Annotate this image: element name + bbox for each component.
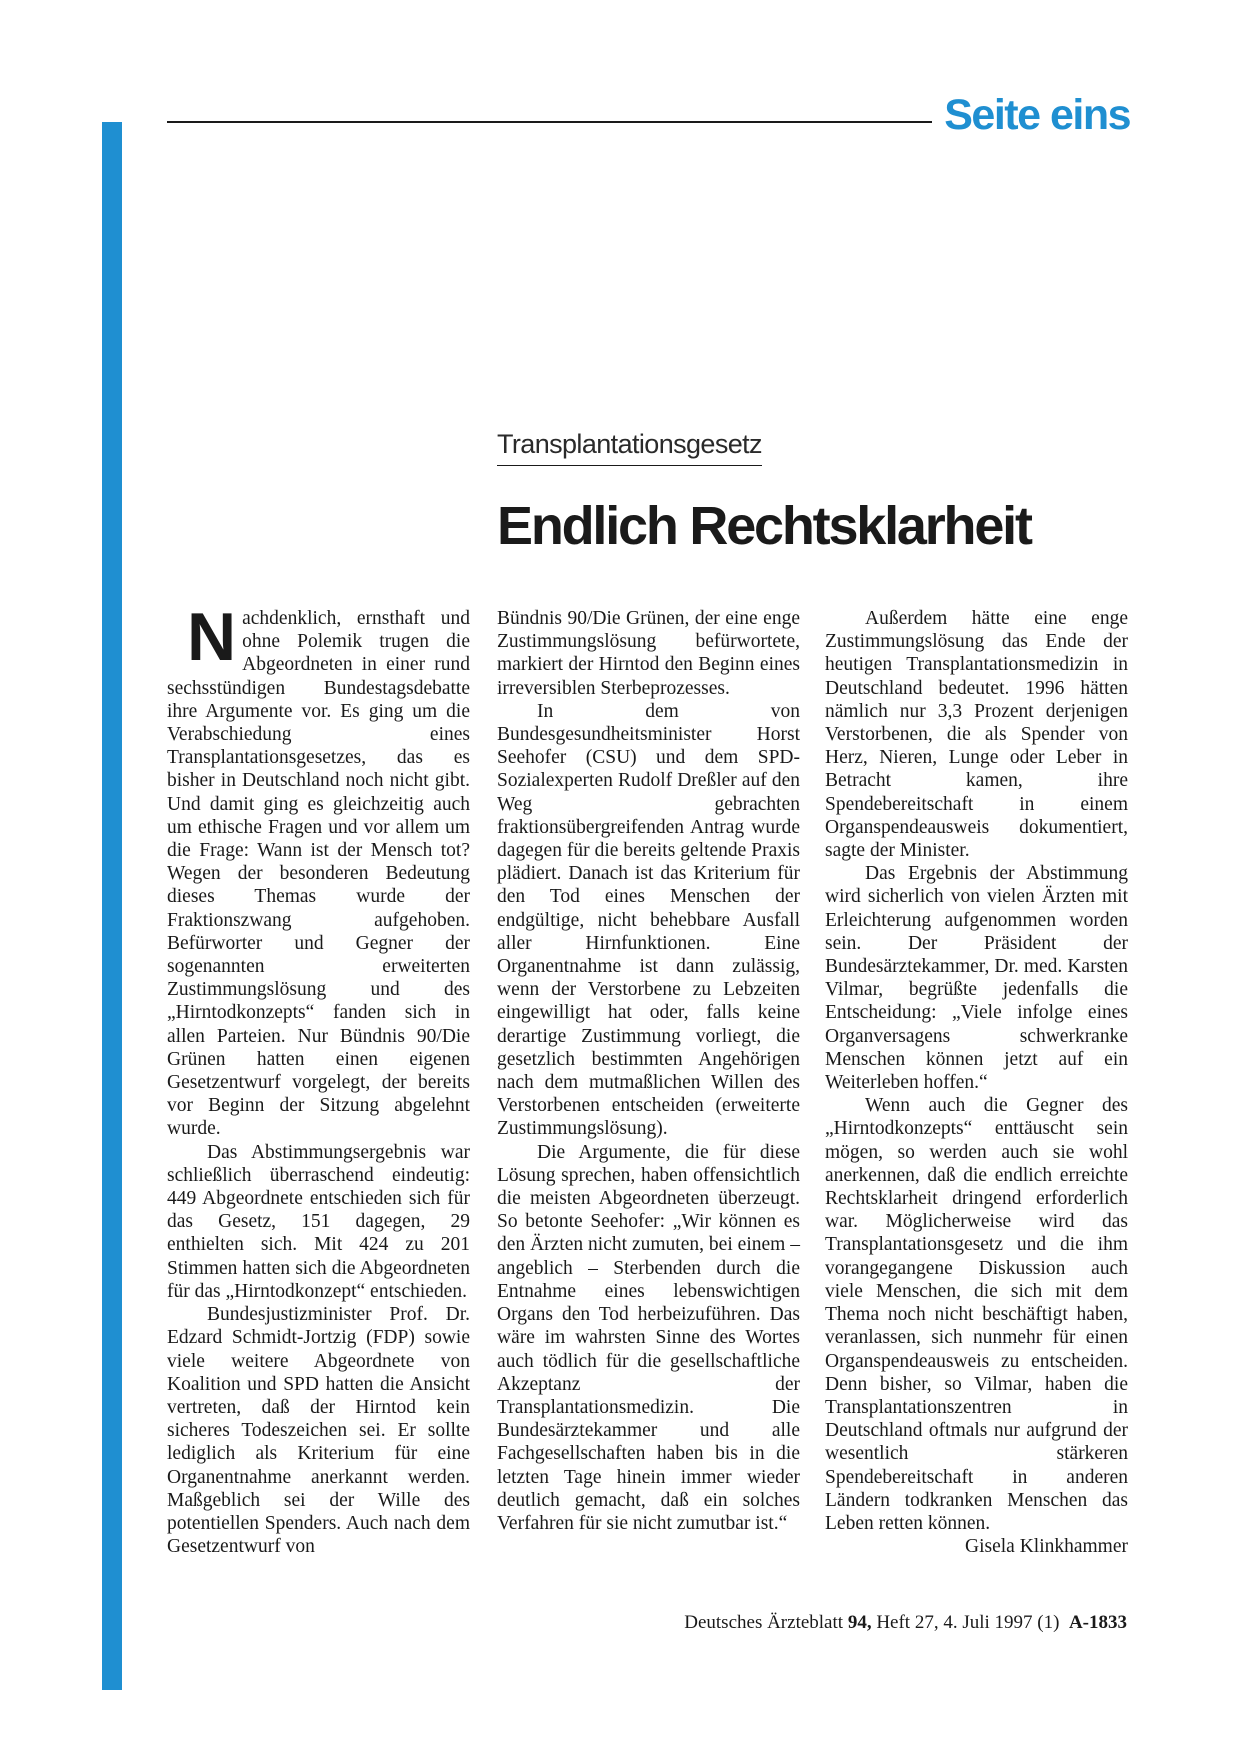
paragraph: Außerdem hätte eine enge Zustimmungslösung das Ende der heutigen Transplantationsmedizin in Deutschland bedeutet. 1996 hätten nämlich nur 3,3 Prozent derjenigen Verstorbenen, die als Spender von Herz, Nieren, Lunge oder Leber in Betracht kamen, ihre Spendebereitschaft in einem Organspendeausweis dokumentiert, sagte der Minister. (825, 608, 1128, 862)
drop-cap: N (187, 599, 237, 675)
article-column-2 (497, 607, 800, 1535)
paragraph: Die Argumente, die für diese Lösung sprechen, haben offensichtlich die meisten Abgeordneten überzeugt. So betonte Seehofer: „Wir können es den Ärzten nicht zumuten, bei einem – angeblich – Sterbenden durch die Entnahme eines lebenswichtigen Organs den Tod herbeizuführen. Das wäre im wahrsten Sinne des Wortes auch tödlich für die gesellschaftliche Akzeptanz der Transplantationsmedizin. Die Bundesärztekammer und alle Fachgesellschaften haben bis in die letzten Tage hinein immer wieder deutlich gemacht, daß ein solches Verfahren für sie nicht zumutbar ist.“ (497, 1141, 800, 1534)
article-column-1 (167, 599, 470, 1558)
issue-info: Heft 27, 4. Juli 1997 (1) (876, 1612, 1060, 1633)
page-footer (684, 1612, 1127, 1634)
journal-name: Deutsches Ärzteblatt (684, 1612, 844, 1633)
paragraph: Bündnis 90/Die Grünen, der eine enge Zustimmungslösung befürwortete, markiert der Hirntod den Beginn eines irreversiblen Sterbeprozesses. (497, 608, 800, 699)
journal-volume: 94, (847, 1612, 872, 1633)
article-column-3 (825, 607, 1128, 1558)
paragraph: In dem von Bundesgesundheitsminister Horst Seehofer (CSU) und dem SPD-Sozialexperten Rudolf Dreßler auf den Weg gebrachten fraktionsübergreifenden Antrag wurde dagegen für die bereits geltende Praxis plädiert. Danach ist das Kriterium für den Tod eines Menschen der endgültige, nicht behebbare Ausfall aller Hirnfunktionen. Eine Organentnahme ist dann zulässig, wenn der Verstorbene zu Lebzeiten eingewilligt hat oder, falls keine derartige Zustimmung vorliegt, die gesetzlich bestimmten Angehörigen nach dem mutmaßlichen Willen des Verstorbenen entscheiden (erweiterte Zustimmungslösung). (497, 700, 800, 1140)
paragraph-text: achdenklich, ernsthaft und ohne Polemik trugen die Abgeordneten in einer rund sechsstündigen Bundestagsdebatte ihre Argumente vor. Es ging um die Verabschiedung eines Transplantationsgesetzes, das es bisher in Deutschland noch nicht gibt. Und damit ging es gleichzeitig auch um ethische Fragen und vor allem um die Frage: Wann ist der Mensch tot? Wegen der besonderen Bedeutung dieses Themas wurde der Fraktionszwang aufgehoben. Befürworter und Gegner der sogenannten erweiterten Zustimmungslösung und des „Hirntodkonzepts“ fanden sich in allen Parteien. Nur Bündnis 90/Die Grünen hatten einen eigenen Gesetzentwurf vorgelegt, der bereits vor Beginn der Sitzung abgelehnt wurde. (167, 608, 470, 1140)
article-headline: Endlich Rechtsklarheit (497, 496, 1031, 556)
paragraph: Bundesjustizminister Prof. Dr. Edzard Schmidt-Jortzig (FDP) sowie viele weitere Abgeordnete von Koalition und SPD hatten die Ansicht vertreten, daß der Hirntod kein sicheres Todeszeichen sei. Er sollte lediglich als Kriterium für eine Organentnahme anerkannt werden. Maßgeblich sei der Wille des potentiellen Spenders. Auch nach dem Gesetzentwurf von (167, 1304, 470, 1558)
paragraph-text: Wenn auch die Gegner des „Hirntodkonzepts“ enttäuscht sein mögen, so werden auch sie wohl anerkennen, daß die endlich erreichte Rechtsklarheit dringend erforderlich war. Möglicherweise wird das Transplantationsgesetz und die ihm vorangegangene Diskussion auch viele Menschen, die sich mit dem Thema noch nicht beschäftigt haben, veranlassen, sich nunmehr für einen Organspendeausweis zu entscheiden. Denn bisher, so Vilmar, haben die Transplantationszentren in Deutschland oftmals nur aufgrund der wesentlich stärkeren Spendebereitschaft in anderen Ländern todkranken Menschen das Leben retten können. (825, 1095, 1128, 1534)
section-title: Seite eins (944, 91, 1130, 139)
accent-bar (102, 122, 122, 1690)
header-rule (167, 121, 932, 123)
paragraph: Das Ergebnis der Abstimmung wird sicherlich von vielen Ärzten mit Erleichterung aufgenommen worden sein. Der Präsident der Bundesärztekammer, Dr. med. Karsten Vilmar, begrüßte jedenfalls die Entscheidung: „Viele infolge eines Organversagens schwerkranke Menschen können jetzt auf ein Weiterleben hoffen.“ (825, 863, 1128, 1094)
paragraph (825, 1094, 1128, 1558)
paragraph (167, 599, 470, 1141)
article-kicker: Transplantationsgesetz (497, 430, 762, 466)
page-number: A-1833 (1068, 1612, 1127, 1633)
author-name: Gisela Klinkhammer (965, 1536, 1128, 1558)
paragraph: Das Abstimmungsergebnis war schließlich überraschend eindeutig: 449 Abgeordnete entschieden sich für das Gesetz, 151 dagegen, 29 enthielten sich. Mit 424 zu 201 Stimmen hatten sich die Abgeordneten für das „Hirntodkonzept“ entschieden. (167, 1141, 470, 1302)
